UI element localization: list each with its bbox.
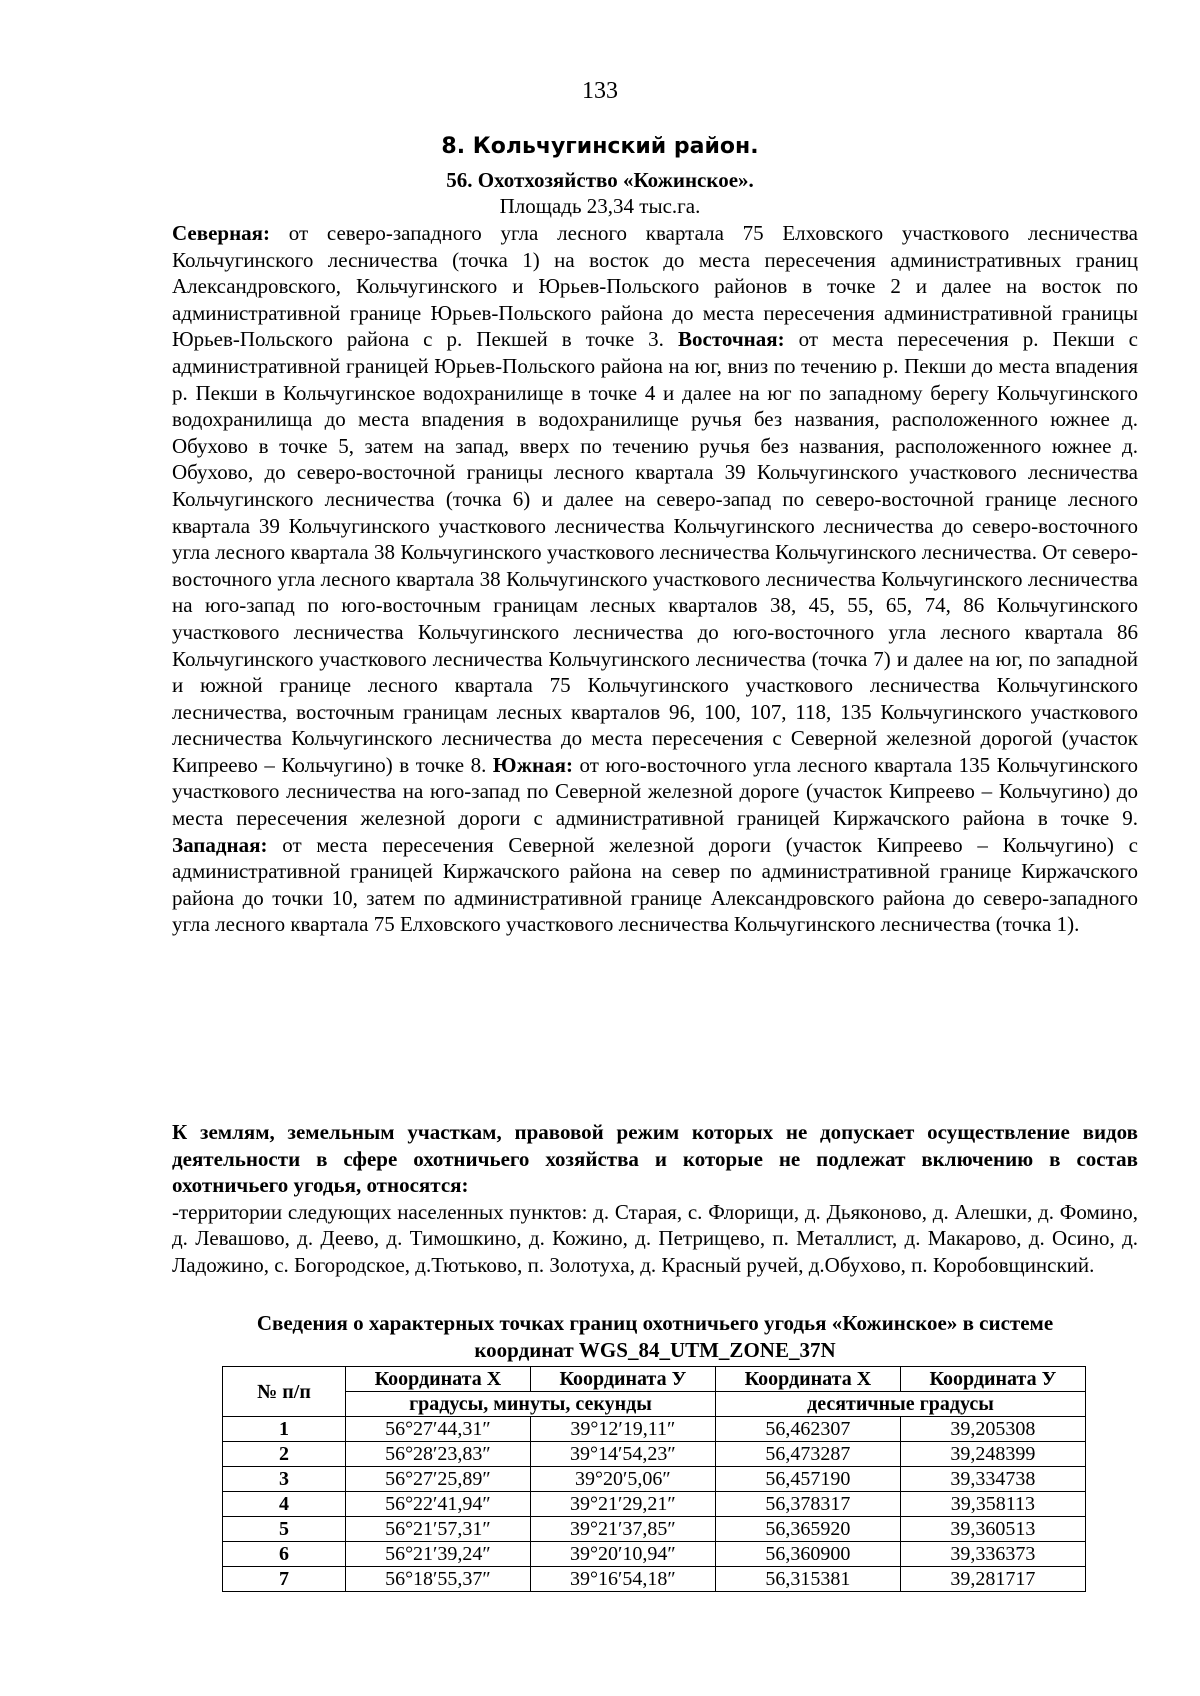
x-dec-cell: 56,457190 <box>715 1467 900 1492</box>
subheader-dec: десятичные градусы <box>715 1392 1085 1417</box>
table-row <box>223 1492 1086 1517</box>
area-line: Площадь 23,34 тыс.га. <box>499 194 701 218</box>
y-dec-cell: 39,358113 <box>900 1492 1085 1517</box>
y-dms-cell: 39°16′54,18″ <box>530 1567 715 1592</box>
point-number-cell: 6 <box>223 1542 346 1567</box>
table-row <box>223 1542 1086 1567</box>
y-dms-cell: 39°12′19,11″ <box>530 1417 715 1442</box>
coordinates-table <box>222 1366 1086 1592</box>
north-label: Северная: <box>172 221 271 245</box>
table-row <box>223 1442 1086 1467</box>
boundary-description <box>172 220 1138 938</box>
header-x-dec: Координата Х <box>715 1367 900 1392</box>
y-dec-cell: 39,360513 <box>900 1517 1085 1542</box>
x-dms-cell: 56°22′41,94″ <box>346 1492 531 1517</box>
table-caption <box>172 1310 1138 1364</box>
south-label: Южная: <box>492 752 573 777</box>
y-dec-cell: 39,336373 <box>900 1542 1085 1567</box>
table-row <box>223 1417 1086 1442</box>
x-dms-cell: 56°21′39,24″ <box>346 1542 531 1567</box>
page-number: 133 <box>582 78 618 104</box>
x-dec-cell: 56,365920 <box>715 1517 900 1542</box>
east-text: от места пересечения р. Пекши с административной границей Юрьев-Польского района на юг, вниз по течению р. Пекши до места впадения р. Пекши в Кольчугинское водохранилище в точке 4 и далее на юг по западному берегу Кольчугинского водохранилища до места впадения в водохранилище ручья без названия, расположенного южнее д. Обухово в точке 5, затем на запад, вверх по течению ручья без названия, расположенного южнее д. Обухово, до северо-восточной границы лесного квартала 39 Кольчугинского участкового лесничества Кольчугинского лесничества (точка 6) и далее на северо-запад по северо-восточной границе лесного квартала 39 Кольчугинского участкового лесничества Кольчугинского лесничества до северо-восточного угла лесного квартала 38 Кольчугинского участкового лесничества Кольчугинского лесничества. От северо-восточного угла лесного квартала 38 Кольчугинского участкового лесничества Кольчугинского лесничества на юго-запад по юго-восточным границам лесных кварталов 38, 45, 55, 65, 74, 86 Кольчугинского участкового лесничества Кольчугинского лесничества до юго-восточного угла лесного квартала 86 Кольчугинского участкового лесничества Кольчугинского лесничества (точка 7) и далее на юг, по западной и южной границе лесного квартала 75 Кольчугинского участкового лесничества Кольчугинского лесничества, восточным границам лесных кварталов 96, 100, 107, 118, 135 Кольчугинского участкового лесничества Кольчугинского лесничества до места пересечения с Северной железной дорогой (участок Кипреево – Кольчугино) в точке 8. <box>172 327 1139 777</box>
x-dec-cell: 56,315381 <box>715 1567 900 1592</box>
y-dec-cell: 39,205308 <box>900 1417 1085 1442</box>
y-dec-cell: 39,334738 <box>900 1467 1085 1492</box>
x-dms-cell: 56°27′25,89″ <box>346 1467 531 1492</box>
exclusion-section <box>172 1119 1138 1278</box>
y-dec-cell: 39,248399 <box>900 1442 1085 1467</box>
west-text: от места пересечения Северной железной дороги (участок Кипреево – Кольчугино) с административной границей Киржачского района на север по административной границе Киржачского района до точки 10, затем по административной границе Александровского района до северо-западного угла лесного квартала 75 Елховского участкового лесничества Кольчугинского лесничества (точка 1). <box>172 832 1138 937</box>
x-dms-cell: 56°28′23,83″ <box>346 1442 531 1467</box>
header-y-dms: Координата У <box>530 1367 715 1392</box>
table-row <box>223 1517 1086 1542</box>
east-label: Восточная: <box>678 327 785 352</box>
point-number-cell: 5 <box>223 1517 346 1542</box>
section-title: 8. Кольчугинский район. <box>441 134 759 159</box>
point-number-cell: 7 <box>223 1567 346 1592</box>
header-x-dms: Координата Х <box>346 1367 531 1392</box>
header-num: № п/п <box>223 1367 346 1417</box>
table-caption-line2: координат WGS_84_UTM_ZONE_37N <box>474 1338 836 1362</box>
x-dec-cell: 56,360900 <box>715 1542 900 1567</box>
x-dms-cell: 56°27′44,31″ <box>346 1417 531 1442</box>
table-caption-line1: Сведения о характерных точках границ охотничьего угодья «Кожинское» в системе <box>256 1311 1054 1335</box>
y-dms-cell: 39°20′5,06″ <box>530 1467 715 1492</box>
point-number-cell: 2 <box>223 1442 346 1467</box>
point-number-cell: 1 <box>223 1417 346 1442</box>
table-row <box>223 1467 1086 1492</box>
y-dms-cell: 39°14′54,23″ <box>530 1442 715 1467</box>
north-text: от северо-западного угла лесного квартала 75 Елховского участкового лесничества Кольчугинского лесничества (точка 1) на восток до места пересечения административных границ Александровского, Кольчугинского и Юрьев-Польского районов в точке 2 и далее на восток по административной границе Юрьев-Польского района до места пересечения административной границы Юрьев-Польского района с р. Пекшей в точке 3. <box>172 221 1138 352</box>
x-dec-cell: 56,462307 <box>715 1417 900 1442</box>
subheader-dms: градусы, минуты, секунды <box>346 1392 716 1417</box>
table-row <box>223 1567 1086 1592</box>
y-dec-cell: 39,281717 <box>900 1567 1085 1592</box>
x-dms-cell: 56°21′57,31″ <box>346 1517 531 1542</box>
y-dms-cell: 39°20′10,94″ <box>530 1542 715 1567</box>
y-dms-cell: 39°21′37,85″ <box>530 1517 715 1542</box>
exclusion-text: -территории следующих населенных пунктов: д. Старая, с. Флорищи, д. Дьяконово, д. Алешки, д. Фомино, д. Левашово, д. Деево, д. Тимошкино, д. Кожино, д. Петрищево, п. Металлист, д. Макарово, д. Осино, д. Ладожино, с. Богородское, д.Тютьково, п. Золотуха, д. Красный ручей, д.Обухово, п. Коробовщинский. <box>172 1199 1138 1277</box>
header-y-dec: Координата У <box>900 1367 1085 1392</box>
subsection-title: 56. Охотхозяйство «Кожинское». <box>446 168 754 192</box>
x-dec-cell: 56,473287 <box>715 1442 900 1467</box>
point-number-cell: 3 <box>223 1467 346 1492</box>
exclusion-heading: К землям, земельным участкам, правовой режим которых не допускает осуществление видов деятельности в сфере охотничьего хозяйства и которые не подлежат включению в состав охотничьего угодья, относятся: <box>172 1120 1138 1197</box>
south-text: от юго-восточного угла лесного квартала 135 Кольчугинского участкового лесничества на юго-запад по Северной железной дороге (участок Кипреево – Кольчугино) до места пересечения железной дороги с административной границей Киржачского района в точке 9. <box>172 752 1138 831</box>
point-number-cell: 4 <box>223 1492 346 1517</box>
y-dms-cell: 39°21′29,21″ <box>530 1492 715 1517</box>
x-dms-cell: 56°18′55,37″ <box>346 1567 531 1592</box>
x-dec-cell: 56,378317 <box>715 1492 900 1517</box>
west-label: Западная: <box>172 832 268 857</box>
